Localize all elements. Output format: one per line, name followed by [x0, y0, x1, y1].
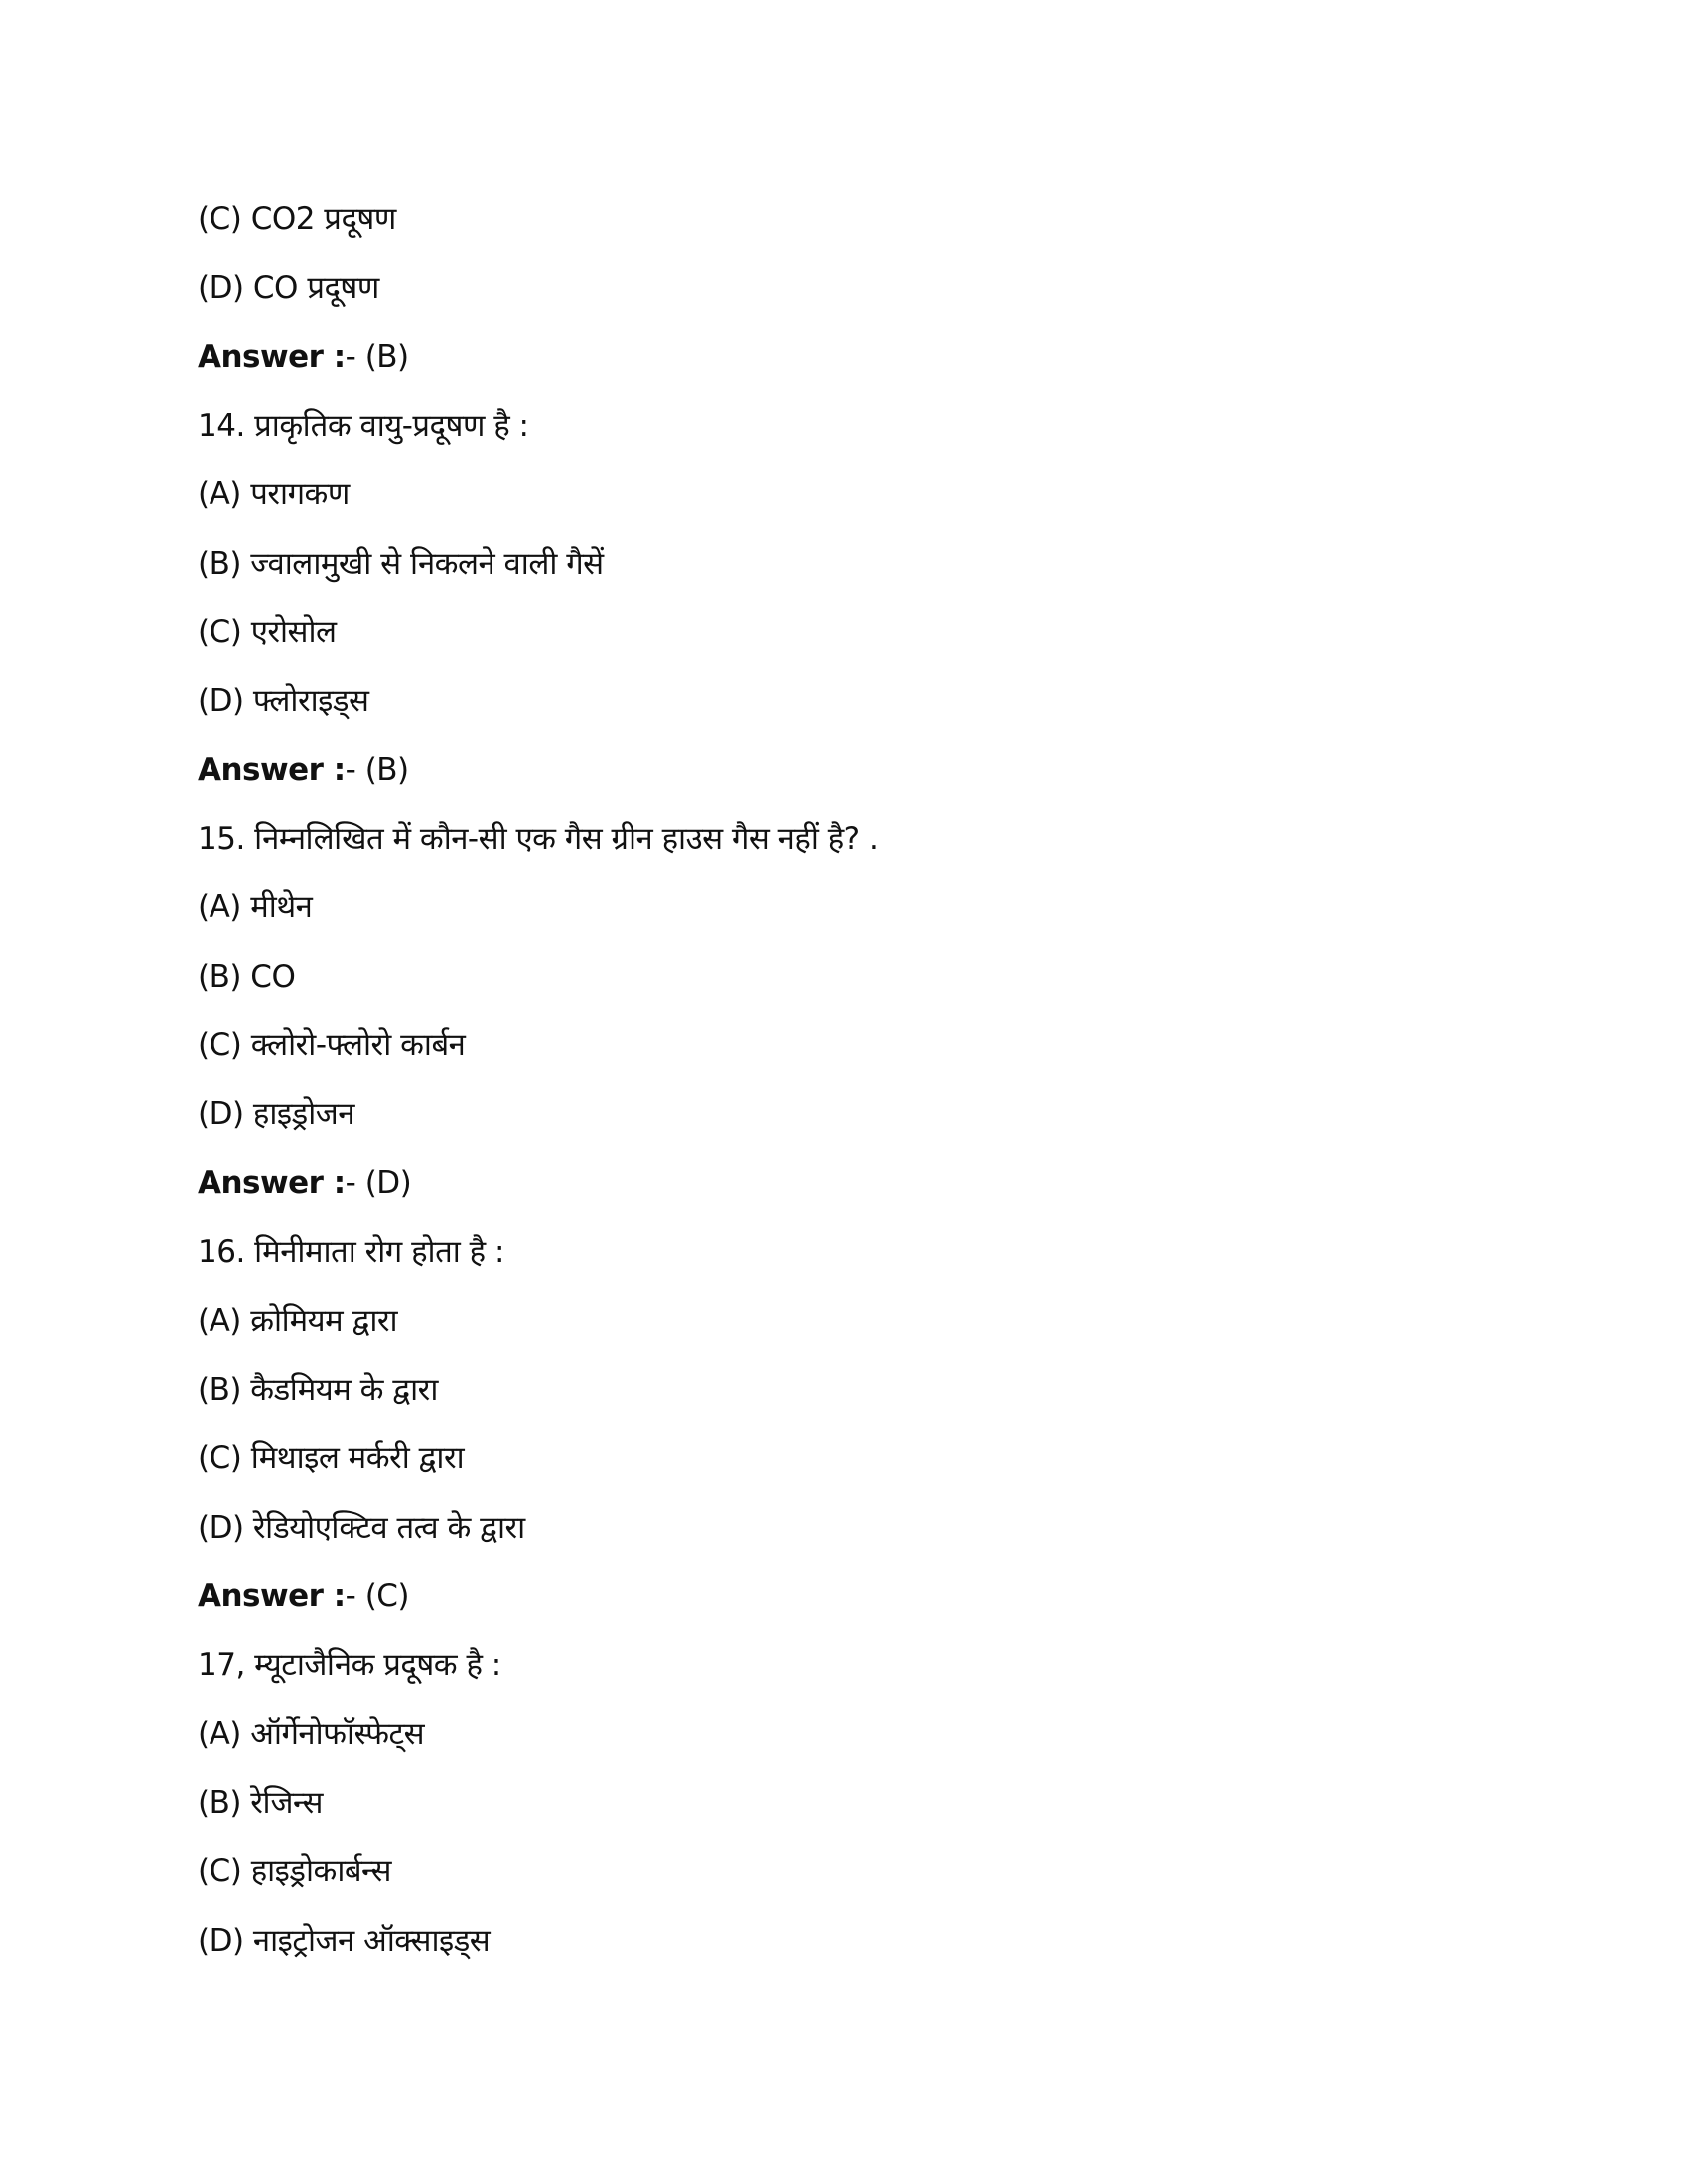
answer-value: - (C): [345, 1577, 410, 1614]
answer-line: [198, 324, 878, 392]
option-text: (A) क्रोमियम द्वारा: [198, 1302, 398, 1339]
answer-line: [198, 1563, 878, 1631]
option-text: (D) CO प्रदूषण: [198, 270, 379, 307]
answer-value: - (B): [345, 751, 409, 788]
question-text: 16. मिनीमाता रोग होता है :: [198, 1234, 504, 1271]
answer-label: Answer :: [198, 1577, 346, 1614]
option-text: (D) नाइट्रोजन ऑक्साइड्स: [198, 1922, 491, 1959]
answer-value: - (B): [345, 339, 409, 375]
document-page: [198, 186, 878, 1976]
answer-label: Answer :: [198, 1164, 346, 1201]
answer-line: [198, 1150, 878, 1218]
answer-label: Answer :: [198, 751, 346, 788]
option-text: (C) हाइड्रोकार्बन्स: [198, 1853, 391, 1890]
option-text: (D) फ्लोराइड्स: [198, 683, 369, 720]
option-text: (B) रेजिन्स: [198, 1784, 323, 1821]
option-text: (B) CO: [198, 958, 296, 995]
option-text: (B) ज्वालामुखी से निकलने वाली गैसें: [198, 545, 604, 582]
answer-label: Answer :: [198, 339, 346, 375]
option-text: (C) मिथाइल मर्करी द्वारा: [198, 1440, 465, 1477]
option-text: (A) परागकण: [198, 477, 350, 513]
option-text: (D) हाइड्रोजन: [198, 1096, 354, 1133]
option-text: (C) CO2 प्रदूषण: [198, 202, 396, 237]
answer-value: - (D): [345, 1164, 412, 1201]
option-text: (C) एरोसोल: [198, 614, 337, 651]
answer-line: [198, 737, 878, 805]
option-text: (B) कैडमियम के द्वारा: [198, 1371, 438, 1408]
option-text: (C) क्लोरो-फ्लोरो कार्बन: [198, 1027, 466, 1064]
option-text: (A) ऑर्गेनोफॉस्फेट्स: [198, 1715, 425, 1752]
option-text: (D) रेडियोएक्टिव तत्व के द्वारा: [198, 1509, 525, 1546]
question-text: 14. प्राकृतिक वायु-प्रदूषण है :: [198, 408, 529, 445]
question-text: 15. निम्नलिखित में कौन-सी एक गैस ग्रीन हाउस गैस नहीं है? .: [198, 821, 879, 858]
option-text: (A) मीथेन: [198, 889, 313, 926]
question-text: 17, म्यूटाजैनिक प्रदूषक है :: [198, 1647, 501, 1684]
